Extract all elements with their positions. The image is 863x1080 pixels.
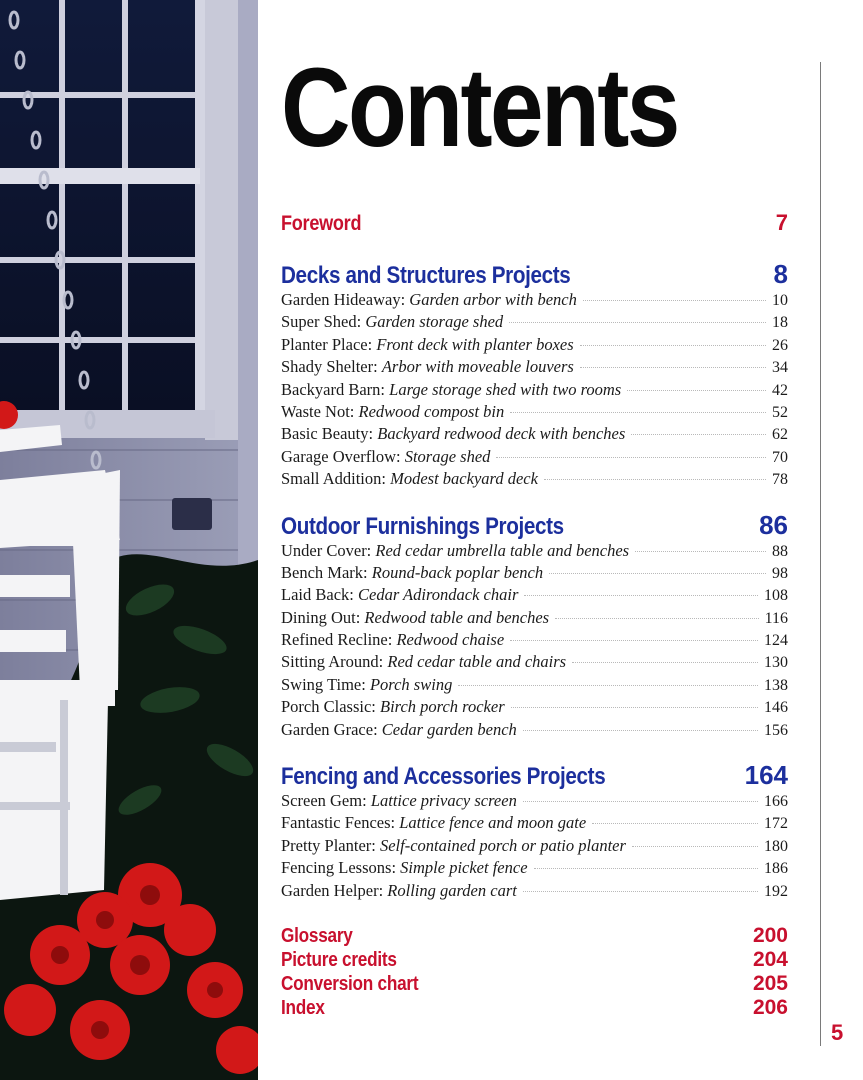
dot-leader [511, 707, 758, 708]
entry-title: Fantastic Fences: [281, 813, 396, 833]
entry-subtitle: Redwood chaise [396, 630, 505, 650]
entry-page: 138 [764, 676, 788, 694]
entry-page: 124 [764, 632, 788, 650]
dot-leader [549, 573, 766, 574]
toc-picture-credits[interactable] [281, 948, 788, 972]
section-page: 8 [773, 259, 788, 289]
entry-page: 18 [772, 314, 788, 332]
foreword-label: Foreword [281, 212, 362, 235]
entry-page: 166 [764, 793, 788, 811]
entry-page: 10 [772, 292, 788, 309]
toc-entry[interactable] [281, 674, 788, 696]
dot-leader [458, 685, 758, 686]
toc-entry[interactable] [281, 379, 788, 401]
entry-title: Garden Hideaway: [281, 290, 406, 309]
entry-subtitle: Garden storage shed [365, 312, 504, 332]
entry-page: 88 [772, 542, 788, 560]
dot-leader [583, 300, 766, 301]
toc-entry[interactable] [281, 651, 788, 673]
toc-entry[interactable] [281, 696, 788, 718]
entry-page: 156 [764, 721, 788, 739]
toc-entry[interactable] [281, 311, 788, 333]
entry-subtitle: Lattice privacy screen [370, 791, 517, 811]
back-matter-label: Conversion chart [281, 972, 419, 995]
entry-page: 172 [764, 815, 788, 833]
dot-leader [523, 891, 758, 892]
back-matter-page: 206 [752, 995, 788, 1019]
entry-page: 62 [772, 426, 788, 444]
toc-entry[interactable] [281, 584, 788, 606]
toc-entry[interactable] [281, 446, 788, 468]
entry-page: 180 [764, 837, 788, 855]
entry-subtitle: Simple picket fence [400, 858, 528, 878]
dot-leader [510, 640, 758, 641]
entry-title: Dining Out: [281, 607, 361, 627]
foreword-page: 7 [775, 210, 788, 235]
toc-entry[interactable] [281, 356, 788, 378]
dot-leader [510, 412, 766, 413]
dot-leader [631, 434, 766, 435]
entry-title: Super Shed: [281, 312, 362, 332]
dot-leader [627, 390, 766, 391]
entry-title: Under Cover: [281, 540, 372, 560]
entry-subtitle: Front deck with planter boxes [376, 334, 574, 354]
section-heading[interactable] [281, 510, 788, 540]
toc-conversion-chart[interactable] [281, 972, 788, 996]
entry-subtitle: Redwood table and benches [364, 607, 550, 627]
section-heading[interactable] [281, 259, 788, 289]
toc-entry[interactable] [281, 540, 788, 562]
entry-subtitle: Red cedar umbrella table and benches [375, 540, 630, 560]
section-heading[interactable] [281, 760, 788, 790]
entry-page: 42 [772, 381, 788, 399]
dot-leader [572, 662, 758, 663]
entry-title: Shady Shelter: [281, 357, 378, 377]
toc-foreword[interactable] [281, 210, 788, 240]
toc-entry[interactable] [281, 880, 788, 902]
dot-leader [523, 801, 758, 802]
entry-title: Laid Back: [281, 585, 354, 605]
section-fencing-accessories [281, 760, 788, 902]
entry-subtitle: Porch swing [369, 674, 453, 694]
dot-leader [509, 322, 766, 323]
page-number: 5 [831, 1020, 844, 1045]
toc-entry[interactable] [281, 835, 788, 857]
entry-page: 192 [764, 882, 788, 900]
toc-entry[interactable] [281, 719, 788, 741]
back-matter-label: Picture credits [281, 948, 397, 971]
entry-title: Garage Overflow: [281, 446, 401, 466]
entry-title: Swing Time: [281, 674, 366, 694]
entry-subtitle: Lattice fence and moon gate [399, 813, 587, 833]
dot-leader [580, 345, 766, 346]
entry-title: Planter Place: [281, 334, 373, 354]
toc-entry[interactable] [281, 334, 788, 356]
back-matter-page: 205 [752, 971, 788, 995]
toc-entry[interactable] [281, 812, 788, 834]
porch-swing-photo [0, 0, 258, 1080]
dot-leader [555, 618, 759, 619]
dot-leader [632, 846, 758, 847]
dot-leader [524, 595, 758, 596]
entry-subtitle: Red cedar table and chairs [387, 652, 567, 672]
back-matter-label: Index [281, 996, 325, 1019]
toc-glossary[interactable] [281, 924, 788, 948]
entry-title: Pretty Planter: [281, 835, 376, 855]
toc-entry[interactable] [281, 629, 788, 651]
entry-subtitle: Garden arbor with bench [409, 290, 577, 309]
entry-title: Garden Grace: [281, 719, 378, 739]
entry-page: 78 [772, 471, 788, 489]
entry-page: 130 [764, 654, 788, 672]
section-page: 86 [759, 509, 788, 540]
entry-subtitle: Redwood compost bin [358, 401, 505, 421]
dot-leader [580, 367, 766, 368]
entry-subtitle: Backyard redwood deck with benches [377, 424, 626, 444]
entry-title: Refined Recline: [281, 630, 393, 650]
section-page: 164 [744, 760, 788, 791]
entry-subtitle: Modest backyard deck [390, 469, 538, 489]
entry-subtitle: Cedar garden bench [381, 719, 517, 739]
entry-subtitle: Birch porch rocker [380, 697, 505, 717]
entry-page: 70 [772, 448, 788, 466]
dot-leader [544, 479, 766, 480]
entry-page: 116 [764, 609, 788, 627]
dot-leader [635, 551, 766, 552]
entry-subtitle: Storage shed [404, 446, 491, 466]
entry-title: Bench Mark: [281, 562, 368, 582]
entry-subtitle: Arbor with moveable louvers [381, 357, 574, 377]
toc-entry[interactable] [281, 607, 788, 629]
dot-leader [592, 823, 758, 824]
entry-subtitle: Cedar Adirondack chair [357, 585, 519, 605]
entry-subtitle: Rolling garden cart [387, 880, 517, 900]
section-title: Outdoor Furnishings Projects [281, 512, 564, 540]
toc-entry[interactable] [281, 423, 788, 445]
toc-index[interactable] [281, 996, 788, 1020]
section-outdoor-furnishings [281, 510, 788, 742]
dot-leader [496, 457, 766, 458]
entry-page: 52 [772, 403, 788, 421]
entry-page: 98 [772, 564, 788, 582]
toc-entry[interactable] [281, 468, 788, 490]
table-of-contents [281, 210, 788, 1020]
entry-page: 146 [764, 699, 788, 717]
entry-subtitle: Round-back poplar bench [371, 562, 544, 582]
toc-entry[interactable] [281, 289, 788, 311]
entry-title: Sitting Around: [281, 652, 384, 672]
toc-entry[interactable] [281, 857, 788, 879]
dot-leader [534, 868, 758, 869]
toc-entry[interactable] [281, 401, 788, 423]
entry-title: Garden Helper: [281, 880, 384, 900]
section-title: Fencing and Accessories Projects [281, 763, 606, 791]
toc-entry[interactable] [281, 562, 788, 584]
entry-title: Screen Gem: [281, 791, 367, 811]
back-matter [281, 924, 788, 1020]
back-matter-page: 204 [752, 947, 788, 971]
section-decks-structures [281, 259, 788, 491]
entry-page: 108 [764, 587, 788, 605]
entry-subtitle: Self-contained porch or patio planter [379, 835, 626, 855]
entry-page: 34 [772, 359, 788, 377]
page-title: Contents [281, 45, 678, 170]
entry-title: Basic Beauty: [281, 424, 374, 444]
entry-title: Porch Classic: [281, 697, 376, 717]
margin-rule [820, 62, 821, 1046]
entry-page: 186 [764, 860, 788, 878]
section-title: Decks and Structures Projects [281, 262, 571, 289]
toc-entry[interactable] [281, 790, 788, 812]
entry-title: Fencing Lessons: [281, 858, 397, 878]
entry-title: Backyard Barn: [281, 379, 386, 399]
back-matter-label: Glossary [281, 924, 353, 947]
entry-page: 26 [772, 336, 788, 354]
dot-leader [523, 730, 758, 731]
entry-title: Waste Not: [281, 401, 355, 421]
back-matter-page: 200 [752, 923, 788, 947]
entry-title: Small Addition: [281, 469, 386, 489]
entry-subtitle: Large storage shed with two rooms [389, 379, 622, 399]
